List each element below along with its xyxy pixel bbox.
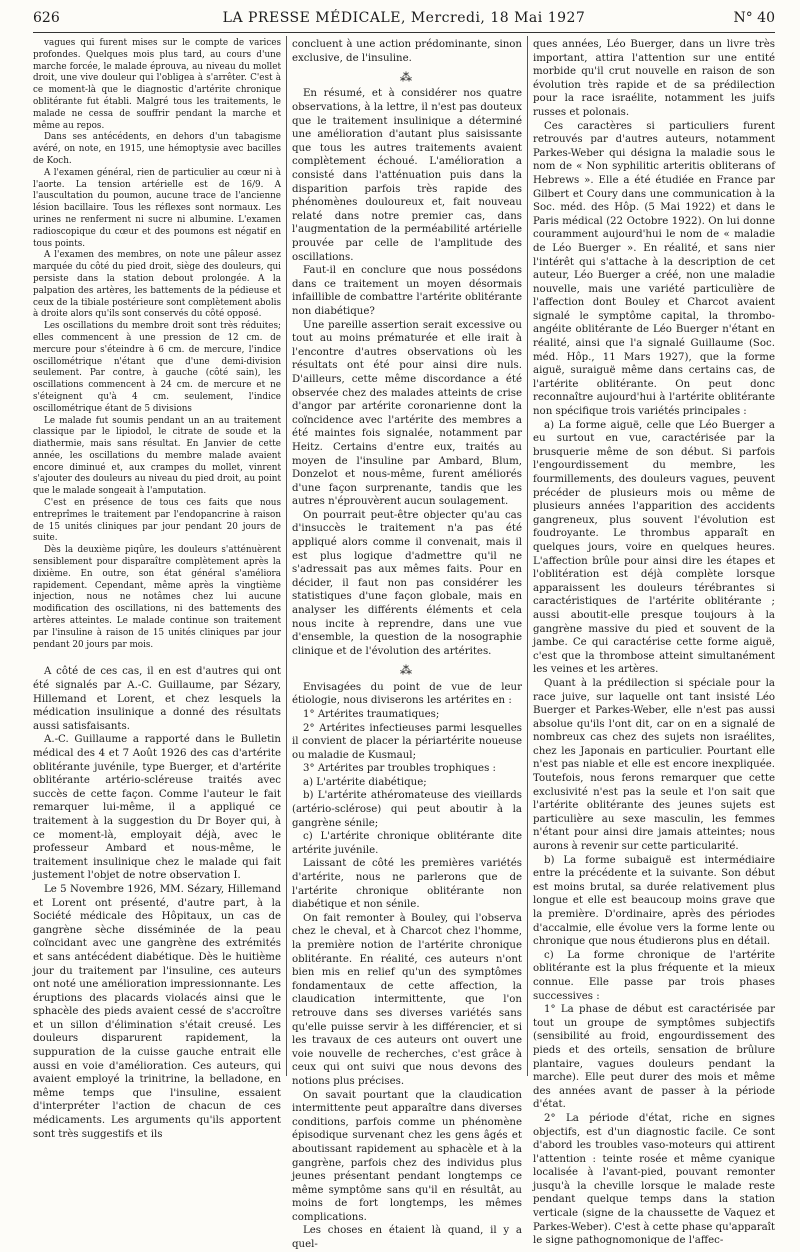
header-rule <box>33 32 775 33</box>
paragraph: Quant à la prédilection si spéciale pour la race juive, sur laquelle ont tant insisté Léo Buerger et Parkes-Weber, elle n'est pas aussi absolue qu'ils l'ont dit, car on en a signalé de nombreux cas chez des sujets non israélites, chez les Japonais en particulier. Pourtant elle n'est pas niable et elle est encore inexpliquée. Toutefois, nous ferons remarquer que cette exclusivité n'est pas la seule et l'on sait que l'artérite oblitérante des jeunes sujets est particulière au sexe masculin, les femmes n'étant pour ainsi dire jamais atteintes; nous aurons à revenir sur cette particularité. <box>533 677 775 853</box>
list-item: 1° Artérites traumatiques; <box>303 708 440 720</box>
paragraph: a) La forme aiguë, celle que Léo Buerger a eu surtout en vue, caractérisée par la brusquerie même de son début. Si parfois l'engourdissement du membre, les fourmillements, des douleurs vagues, peuvent précéder de plusieurs mois ou même de plusieurs années l'apparition des accidents gangreneux, plus souvent l'évolution est foudroyante. Le thrombus apparaît en quelques jours, voire en quelques heures. L'affection brûle pour ainsi dire les étapes et l'oblitération est déjà complète lorsque apparaissent les douleurs térébrantes si caractéristiques de l'artérite oblitérante ; aussi aboutit-elle presque toujours à la gangrène massive du pied et souvent de la jambe. Ce qui caractérise cette forme aiguë, c'est que la thrombose atteint simultanément les veines et les artères. <box>533 419 775 676</box>
list-item: b) L'artérite athéromateuse des vieillards (artério-sclérose) qui peut aboutir à la gangrène sénile; <box>292 790 522 829</box>
paragraph: On pourrait peut-être objecter qu'au cas d'insuccès le traitement n'a pas été appliqué alors comme il convenait, mais il est plus logique d'admettre qu'il ne s'adressait pas aux mêmes faits. Pour en décider, il faut non pas considérer les statistiques d'une façon globale, mais en analyser les différents éléments et cela nous incite à reprendre, dans une vue d'ensemble, la question de la nosographie clinique et de l'évolution des artérites. <box>292 509 522 657</box>
paragraph: Le malade fut soumis pendant un an au traitement classique par le lipiodol, le citrate de soude et la diathermie, mais sans résultat. En Janvier de cette année, les oscillations du membre malade avaient encore diminué et, aux crampes du mollet, vinrent s'ajouter des douleurs au niveau du pied droit, au point que le malade songeait à l'amputation. <box>33 415 281 497</box>
paragraph: Faut-il en conclure que nous possédons dans ce traitement un moyen désormais infaillible de combattre l'artérite oblitérante non diabétique? <box>292 265 522 317</box>
paragraph: On fait remonter à Bouley, qui l'observa chez le cheval, et à Charcot chez l'homme, la première notion de l'artérite chronique oblitérante. En réalité, ces auteurs n'ont bien mis en relief qu'un des symptômes fondamentaux de cette affection, la claudication intermittente, que l'on retrouve dans ses diverses variétés sans qu'elle puisse servir à les différencier, et si les travaux de ces auteurs ont ouvert une voie nouvelle de recherches, c'est grâce à ceux qui ont suivi que nous devons des notions plus précises. <box>292 912 522 1087</box>
issue-number: N° 40 <box>733 10 775 26</box>
paragraph: Envisagées du point de vue de leur étiologie, nous diviserons les artérites en : <box>292 681 522 707</box>
paragraph: C'est en présence de tous ces faits que nous entreprîmes le traitement par l'endopancrine à raison de 15 unités cliniques par jour pendant 20 jours de suite. <box>33 498 281 544</box>
column-rule <box>527 36 528 1076</box>
list-item: 3° Artérites par troubles trophiques : <box>303 763 496 775</box>
column-rule <box>286 36 287 1076</box>
page-number: 626 <box>33 10 60 26</box>
paragraph: A côté de ces cas, il en est d'autres qui ont été signalés par A.-C. Guillaume, par Sézary, Hillemand et Lorent, et chez lesquels la médication insulinique a donné des résultats aussi satisfaisants. <box>33 666 281 732</box>
paragraph: Laissant de côté les premières variétés d'artérite, nous ne parlerons que de l'artérite chronique oblitérante non diabétique et non sénile. <box>292 858 522 911</box>
paragraph: On savait pourtant que la claudication intermittente peut apparaître dans diverses conditions, parfois comme un phénomène épisodique survenant chez les gens âgés et aboutissant rapidement au sphacèle et à la gangrène, parfois chez des individus plus jeunes présentant pendant longtemps ce même symptôme sans qu'il en résultât, au moins de fort longtemps, les mêmes complications. <box>292 1089 522 1223</box>
paragraph: b) La forme subaiguë est intermédiaire entre la précédente et la suivante. Son début est moins brutal, sa durée relativement plus longue et elle est beaucoup moins grave que la première. D'ordinaire, après des périodes d'accalmie, elle évolue vers la forme lente ou chronique que nous étudierons plus en détail. <box>533 854 775 948</box>
column-1 <box>33 38 281 1140</box>
paragraph: Les choses en étaient là quand, il y a quel- <box>292 1225 522 1251</box>
list-item: 2° Artérites infectieuses parmi lesquelles il convient de placer la périartérite noueuse ou maladie de Kusmaul; <box>292 722 522 761</box>
paragraph: 2° La période d'état, riche en signes objectifs, est d'un diagnostic facile. Ce sont d'abord les troubles vaso-moteurs qui attirent l'attention : teinte rosée et même cyanique localisée à l'avant-pied, pouvant remonter jusqu'à la cheville lorsque le malade reste pendant quelque temps dans la station verticale (signe de la chaussette de Vaquez et Parkes-Weber). C'est à cette phase qu'apparaît le signe pathognomonique de l'affec- <box>533 1112 775 1247</box>
journal-title: LA PRESSE MÉDICALE, Mercredi, 18 Mai 1927 <box>222 10 586 26</box>
paragraph: A l'examen des membres, on note une pâleur assez marquée du côté du pied droit, siège des douleurs, qui persiste dans la station debout prolongée. A la palpation des artères, les battements de la pédieuse et ceux de la tibiale postérieure sont complètement abolis à droite alors qu'ils sont conservés du côté opposé. <box>33 250 281 320</box>
paragraph: A l'examen général, rien de particulier au cœur ni à l'aorte. La tension artérielle est de 16/9. A l'auscultation du poumon, aucune trace de l'ancienne lésion bacillaire. Tous les réflexes sont normaux. Les urines ne renferment ni sucre ni albumine. L'examen radioscopique du cœur et des poumons est négatif en tous points. <box>33 167 281 249</box>
paragraph: Dans ses antécédents, en dehors d'un tabagisme avéré, on note, en 1915, une hémoptysie avec bacilles de Koch. <box>33 132 281 166</box>
paragraph: En résumé, et à considérer nos quatre observations, à la lettre, il n'est pas douteux que le traitement insulinique a déterminé une amélioration d'autant plus saisissante que tous les autres traitements avaient complètement échoué. L'amélioration a consisté dans l'atténuation puis dans la disparition parfois très rapide des phénomènes douloureux et, fait nouveau relaté dans notre premier cas, dans l'augmentation de la perméabilité artérielle prouvée par celle de l'amplitude des oscillations. <box>292 88 522 263</box>
paragraph: ques années, Léo Buerger, dans un livre très important, attira l'attention sur une entité morbide qu'il crut nouvelle en raison de son évolution très rapide et de sa prédilection pour la race israélite, notamment les juifs russes et polonais. <box>533 39 775 118</box>
column-3 <box>533 38 775 1247</box>
list-item: a) L'artérite diabétique; <box>303 776 427 788</box>
section-separator: ⁂ <box>400 70 414 85</box>
paragraph: A.-C. Guillaume a rapporté dans le Bulletin médical des 4 et 7 Août 1926 des cas d'artérite oblitérante juvénile, type Buerger, et d'artérite oblitérante artério-scléreuse traités avec succès de cette façon. Comme l'auteur le fait remarquer lui-même, il a appliqué ce traitement à la suggestion du Dr Boyer qui, à ce moment-là, employait déjà, avec le professeur Ambard et nous-même, le traitement insulinique chez le malade qui fait justement l'objet de notre observation I. <box>33 734 281 882</box>
page-header <box>33 8 775 30</box>
column-2 <box>292 38 522 1251</box>
paragraph: Une pareille assertion serait excessive ou tout au moins prématurée et elle irait à l'encontre d'autres observations où les résultats ont été pour ainsi dire nuls. D'ailleurs, cette même discordance a été observée chez des malades atteints de crise d'angor par artérite coronarienne dont la coïncidence avec l'artérite des membres a été maintes fois signalée, notamment par Heitz. Certains d'entre eux, traités au moyen de l'insuline par Ambard, Blum, Donzelot et nous-même, furent améliorés d'une façon surprenante, tandis que les autres n'éprouvèrent aucun soulagement. <box>292 319 522 508</box>
paragraph: Ces caractères si particuliers furent retrouvés par d'autres auteurs, notamment Parkes-Weber qui désigna la maladie sous le nom de « Non syphilitic arteritis obliterans of Hebrews ». Elle a été étudiée en France par Gilbert et Coury dans une communication à la Soc. méd. des Hôp. (5 Mai 1922) et dans le Paris médical (22 Octobre 1922). On lui donne couramment aujourd'hui le nom de « maladie de Léo Buerger ». En réalité, et sans nier l'intérêt qui s'attache à la description de cet auteur, Léo Buerger a créé, non une maladie nouvelle, mais une variété particulière de l'affection dont Bouley et Charcot avaient signalé le symptôme capital, la thrombo-angéite oblitérante de Léo Buerger n'étant en réalité, ainsi que l'a signalé Guillaume (Soc. méd. Hôp., 11 Mars 1927), que la forme aiguë, suraiguë même dans certains cas, de l'artérite oblitérante. On peut donc reconnaître aujourd'hui à l'artérite oblitérante non spécifique trois variétés principales : <box>533 120 775 418</box>
paragraph: c) La forme chronique de l'artérite oblitérante est la plus fréquente et la mieux connue. Elle passe par trois phases successives : <box>533 949 775 1002</box>
paragraph: concluent à une action prédominante, sinon exclusive, de l'insuline. <box>292 39 522 64</box>
list-item: c) L'artérite chronique oblitérante dite artérite juvénile. <box>292 831 522 856</box>
section-separator: ⁂ <box>400 663 414 678</box>
paragraph: vagues qui furent mises sur le compte de varices profondes. Quelques mois plus tard, au cours d'une marche forcée, le malade éprouva, au niveau du mollet droit, une vive douleur qui l'obligea à s'arrêter. C'est à ce moment-là que le diagnostic d'artérite chronique oblitérante fut établi. Malgré tous les traitements, le malade ne cessa de souffrir pendant la marche et même au repos. <box>33 38 281 131</box>
paragraph: Le 5 Novembre 1926, MM. Sézary, Hillemand et Lorent ont présenté, d'autre part, à la Société médicale des Hôpitaux, un cas de gangrène sèche disséminée de la peau coïncidant avec une gangrène des extrémités et sans antécédent diabétique. Dès le huitième jour du traitement par l'insuline, ces auteurs ont noté une amélioration impressionnante. Les éruptions des placards violacés ainsi que le sphacèle des pieds avaient cessé de s'accroître et un sillon d'élimination s'était creusé. Les douleurs disparurent rapidement, la suppuration de la cuisse gauche entrait elle aussi en voie d'amélioration. Ces auteurs, qui avaient employé la trinitrine, la belladone, en même temps que l'insuline, essaient d'interpréter l'action de chacun de ces médicaments. Les arguments qu'ils apportent sont très suggestifs et ils <box>33 883 281 1140</box>
paragraph: 1° La phase de début est caractérisée par tout un groupe de symptômes subjectifs (sensibilité au froid, engourdissement des pieds et des orteils, sensation de brûlure plantaire, vagues douleurs pendant la marche). Elle peut durer des mois et même des années avant de passer à la période d'état. <box>533 1004 775 1111</box>
paragraph: Les oscillations du membre droit sont très réduites; elles commencent à une pression de 12 cm. de mercure pour s'éteindre à 6 cm. de mercure, l'indice oscillométrique n'étant que d'une demi-division seulement. Par contre, à gauche (côté sain), les oscillations commencent à 24 cm. de mercure et ne s'éteignent qu'à 4 cm. seulement, l'indice oscillométrique étant de 5 divisions <box>33 321 281 414</box>
paragraph: Dès la deuxième piqûre, les douleurs s'atténuèrent sensiblement pour disparaître complètement après la dixième. En outre, son état général s'améliora rapidement. Cependant, même après la vingtième injection, nous ne notâmes chez lui aucune modification des oscillations, ni des battements des artères atteintes. Le malade continue son traitement par l'insuline à raison de 15 unités cliniques par jour pendant 20 jours par mois. <box>33 545 281 650</box>
